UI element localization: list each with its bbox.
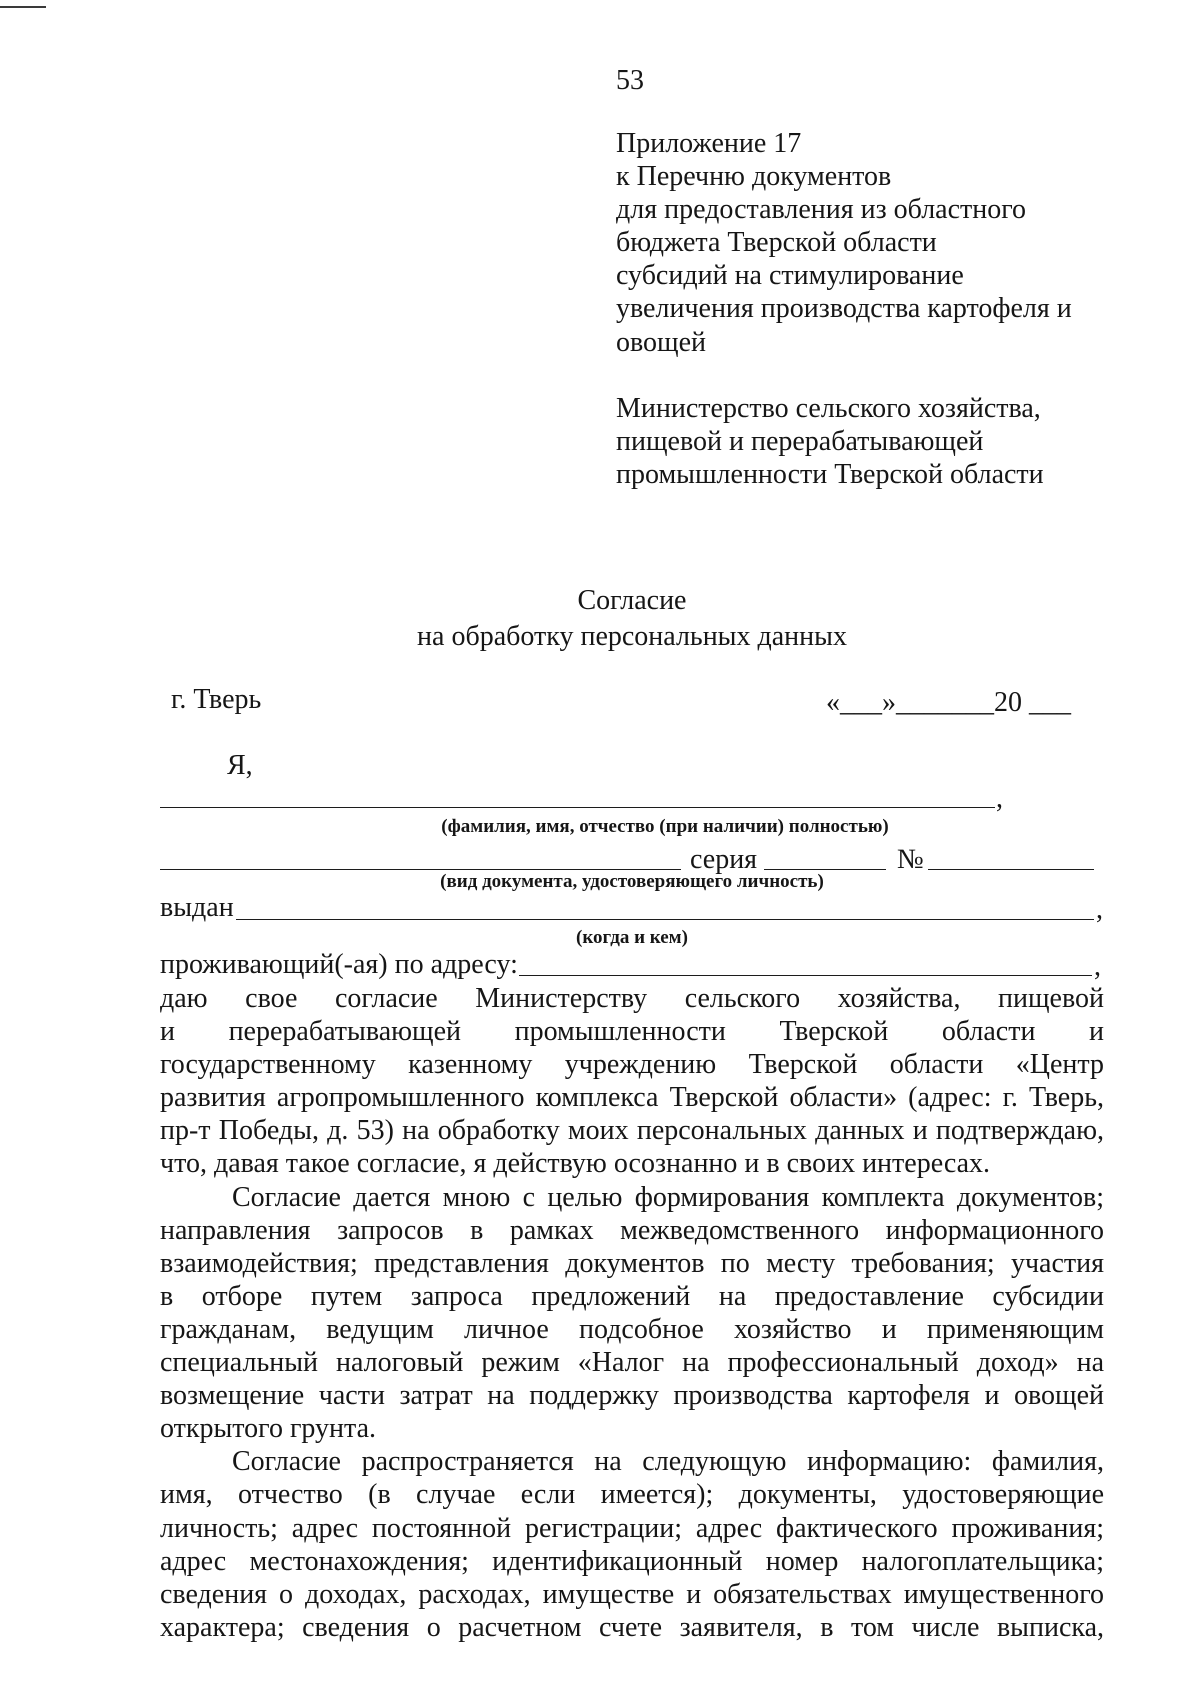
issued-blank-line — [236, 919, 1094, 920]
full-name-comma: , — [996, 783, 1003, 814]
paragraph-line: развития агропромышленного комплекса Тверской области» (адрес: г. Тверь, — [160, 1082, 1104, 1114]
document-title — [160, 583, 1104, 654]
appendix-block — [616, 127, 1072, 359]
number-blank-line — [928, 869, 1094, 870]
appendix-line: субсидий на стимулирование — [616, 260, 964, 292]
paragraph-line: Согласие распространяется на следующую информацию: фамилия, — [232, 1446, 1104, 1478]
paragraph-line: возмещение части затрат на поддержку производства картофеля и овощей — [160, 1380, 1104, 1412]
address-blank-line — [519, 975, 1092, 976]
paragraph-line: личность; адрес постоянной регистрации; адрес фактического проживания; — [160, 1512, 1104, 1544]
appendix-line: для предоставления из областного — [616, 194, 1027, 226]
paragraph-line: гражданам, ведущим личное подсобное хозяйство и применяющим — [160, 1313, 1104, 1345]
paragraph-line: имя, отчество (в случае если имеется); документы, удостоверяющие — [160, 1479, 1104, 1511]
paragraph-line: что, давая такое согласие, я действую осознанно и в своих интересах. — [160, 1148, 991, 1180]
addressee-line: Министерство сельского хозяйства, — [616, 393, 1041, 424]
issued-label: выдан — [160, 892, 234, 923]
paragraph-line: открытого грунта. — [160, 1413, 377, 1445]
addressee-line: промышленности Тверской области — [616, 459, 1044, 491]
paragraph-line: и перерабатывающей промышленности Тверской области и — [160, 1016, 1104, 1048]
place-label: г. Тверь — [171, 684, 262, 715]
addressee-line: пищевой и перерабатывающей — [616, 426, 984, 458]
title-line-1: Согласие — [577, 585, 687, 616]
consent-body — [160, 982, 1104, 1644]
address-comma: , — [1094, 951, 1101, 982]
paragraph-line: в отборе путем запроса предложений на предоставление субсидии — [160, 1280, 1104, 1312]
pronoun-label: Я, — [227, 750, 253, 781]
paragraph-line: Согласие дается мною с целью формирования комплекта документов; — [232, 1181, 1104, 1213]
full-name-caption: (фамилия, имя, отчество (при наличии) полностью) — [441, 816, 889, 837]
series-blank-line — [764, 869, 886, 870]
document-type-blank-line — [160, 869, 681, 870]
issued-comma: , — [1096, 894, 1103, 925]
paragraph-line: адрес местонахождения; идентификационный номер налогоплательщика; — [160, 1545, 1104, 1577]
series-label: серия — [690, 844, 758, 875]
paragraph-line: сведения о доходах, расходах, имуществе и обязательствах имущественного — [160, 1578, 1104, 1610]
scan-edge-mark — [0, 6, 46, 8]
appendix-line: Приложение 17 — [616, 128, 802, 159]
document-caption: (вид документа, удостоверяющего личность) — [440, 871, 824, 892]
addressee-block — [616, 392, 1044, 491]
date-field: «___»_______20 ___ — [826, 687, 1071, 718]
appendix-line: к Перечню документов — [616, 161, 892, 193]
number-label: № — [897, 844, 924, 875]
appendix-line: овощей — [616, 326, 707, 358]
appendix-line: бюджета Тверской области — [616, 227, 937, 259]
appendix-line: увеличения производства картофеля и — [616, 293, 1072, 325]
page-number: 53 — [616, 65, 644, 96]
paragraph-line: даю свое согласие Министерству сельского хозяйства, пищевой — [160, 983, 1104, 1014]
title-line-2: на обработку персональных данных — [417, 620, 847, 652]
paragraph-line: характера; сведения о расчетном счете заявителя, в том числе выписка, — [160, 1611, 1104, 1643]
paragraph-line: взаимодействия; представления документов по месту требования; участия — [160, 1247, 1104, 1279]
paragraph-line: направления запросов в рамках межведомственного информационного — [160, 1214, 1104, 1246]
paragraph-line: государственному казенному учреждению Тверской области «Центр — [160, 1049, 1104, 1081]
paragraph-line: пр-т Победы, д. 53) на обработку моих персональных данных и подтверждаю, — [160, 1115, 1104, 1147]
issued-caption: (когда и кем) — [576, 927, 688, 948]
address-label: проживающий(-ая) по адресу: — [160, 949, 518, 980]
paragraph-line: специальный налоговый режим «Налог на профессиональный доход» на — [160, 1347, 1104, 1379]
full-name-blank-line — [160, 807, 995, 808]
